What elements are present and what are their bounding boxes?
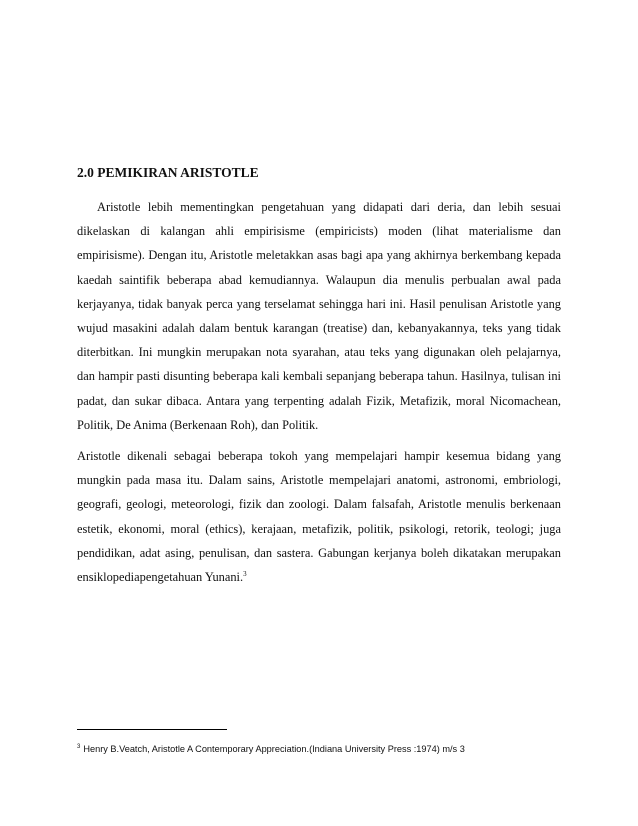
footnote-number: 3 — [77, 743, 81, 750]
footnote-separator — [77, 729, 227, 730]
section-heading: 2.0 PEMIKIRAN ARISTOTLE — [77, 165, 259, 180]
footnote-reference[interactable]: 3 — [243, 569, 247, 578]
paragraph-2-text: Aristotle dikenali sebagai beberapa tokoh yang mempelajari hampir kesemua bidang yang mungkin pada masa itu. Dalam sains, Aristotle mempelajari anatomi, astronomi, embriologi, geografi, geologi, meteorologi, fizik dan zoologi. Dalam falsafah, Aristotle menulis berkenaan estetik, ekonomi, moral (ethics), kerajaan, metafizik, politik, psikologi, retorik, teologi; juga pendidikan, adat asing, penulisan, dan sastera. Gabungan kerjanya boleh dikatakan merupakan ensiklopediapengetahuan Yunani. — [77, 449, 561, 585]
footnote-text: Henry B.Veatch, Aristotle A Contemporary Appreciation.(Indiana University Press :1974) m/s 3 — [83, 744, 465, 754]
main-content — [77, 161, 561, 589]
footnote — [77, 743, 577, 755]
paragraph-2 — [77, 444, 561, 589]
paragraph-1 — [77, 195, 561, 437]
paragraph-1-text: Aristotle lebih mementingkan pengetahuan yang didapati dari deria, dan lebih sesuai dikelaskan di kalangan ahli empirisisme (empiricists) moden (lihat materialisme dan empirisisme). Dengan itu, Aristotle meletakkan asas bagi apa yang akhirnya berkembang kepada kaedah saintifik beberapa abad kemudiannya. Walaupun dia menulis perbualan awal pada kerjayanya, tidak banyak perca yang terselamat sehingga hari ini. Hasil penulisan Aristotle yang wujud masakini adalah dalam bentuk karangan (treatise) dan, kebanyakannya, teks yang tidak diterbitkan. Ini mungkin merupakan nota syarahan, atau teks yang digunakan oleh pelajarnya, dan hampir pasti disunting beberapa kali kembali sepanjang beberapa tahun. Hasilnya, tulisan ini padat, dan sukar dibaca. Antara yang terpenting adalah Fizik, Metafizik, moral Nicomachean, Politik, De Anima (Berkenaan Roh), dan Politik. — [77, 200, 561, 432]
